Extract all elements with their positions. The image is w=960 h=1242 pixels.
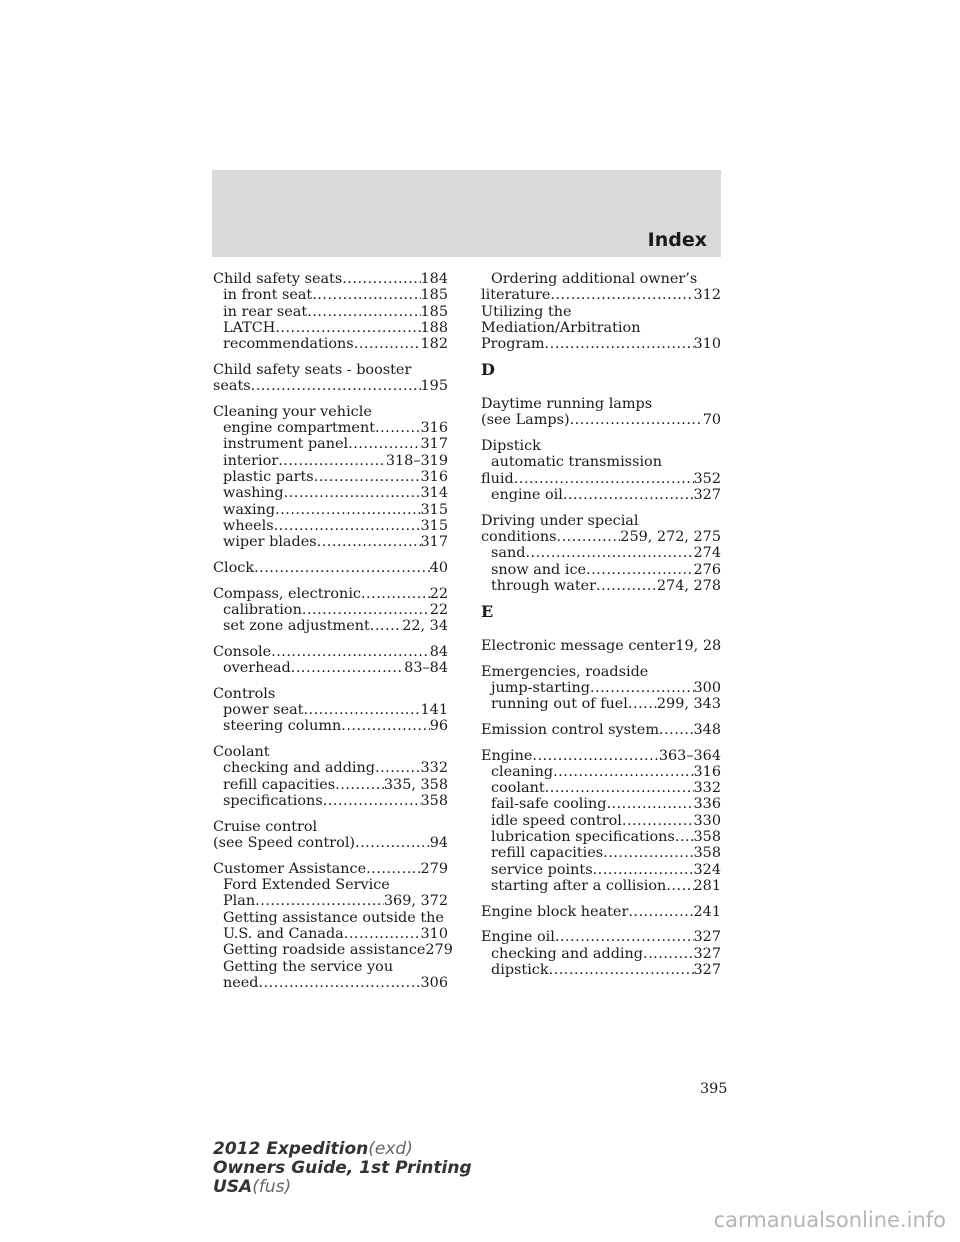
index-subentry-line — [213, 975, 448, 991]
index-page-ref: 241 — [693, 903, 721, 920]
footer-model: 2012 Expedition — [213, 1139, 369, 1159]
index-page-ref: 185 — [420, 287, 448, 304]
index-term: Electronic message center — [481, 637, 676, 654]
index-entry-line — [213, 560, 448, 576]
index-page-ref: 300 — [693, 679, 721, 696]
index-term: idle speed control — [491, 812, 622, 829]
index-subentry-line — [481, 271, 721, 287]
dot-leader — [643, 946, 694, 962]
index-page-ref: 22, 34 — [402, 618, 448, 635]
dot-leader — [563, 487, 694, 503]
index-subentry-line — [481, 578, 721, 594]
index-column-right — [481, 271, 721, 988]
index-page-ref: 19, 28 — [675, 637, 722, 654]
index-term: specifications — [223, 793, 323, 810]
index-entry-line — [481, 304, 721, 320]
index-entry-line — [213, 861, 448, 877]
index-entry-line — [213, 362, 448, 378]
index-page-ref: 84 — [429, 643, 448, 660]
dot-leader — [275, 502, 420, 518]
index-subentry-line — [481, 487, 721, 503]
index-entry — [481, 638, 721, 654]
index-letter-heading: E — [481, 601, 494, 621]
dot-leader — [553, 764, 693, 780]
index-page-ref: 274 — [693, 545, 721, 562]
document-footer — [213, 1140, 472, 1197]
index-subentry-line — [481, 946, 721, 962]
dot-leader — [603, 845, 693, 861]
index-term: need — [223, 974, 259, 991]
index-term: Customer Assistance — [213, 860, 367, 877]
index-entry — [213, 819, 448, 852]
index-page-ref: 314 — [420, 485, 448, 502]
index-term: Clock — [213, 559, 255, 576]
dot-leader — [628, 696, 657, 712]
index-subentry-line — [213, 702, 448, 718]
index-page-ref: 310 — [693, 336, 721, 353]
dot-leader — [312, 287, 420, 303]
index-entry-line — [213, 378, 448, 394]
index-term: steering column — [223, 718, 342, 735]
index-term: Emission control system — [481, 721, 659, 738]
index-page-ref: 363–364 — [658, 747, 721, 764]
index-subentry-line — [213, 304, 448, 320]
index-term: Dipstick — [481, 438, 541, 455]
index-page-ref: 40 — [429, 559, 448, 576]
index-term: checking and adding — [491, 945, 644, 962]
index-term: sand — [491, 545, 526, 562]
dot-leader — [291, 660, 404, 676]
index-column-left — [213, 271, 453, 1000]
index-term: washing — [223, 485, 284, 502]
index-entry-line — [481, 748, 721, 764]
index-entry — [213, 744, 448, 809]
dot-leader — [355, 835, 430, 851]
index-page-ref: 195 — [420, 378, 448, 395]
index-entry-line — [213, 744, 448, 760]
index-page-ref: 182 — [420, 336, 448, 353]
index-term: Emergencies, roadside — [481, 663, 649, 680]
index-term: Console — [213, 643, 272, 660]
index-term: Cleaning your vehicle — [213, 403, 372, 420]
index-term: Compass, electronic — [213, 585, 361, 602]
footer-market: USA — [213, 1177, 253, 1197]
index-term: fail-safe cooling — [491, 796, 607, 813]
dot-leader — [596, 578, 657, 594]
index-subentry-line — [213, 502, 448, 518]
index-subentry-line — [213, 420, 448, 436]
index-term: literature — [481, 287, 551, 304]
index-page-ref: 312 — [693, 287, 721, 304]
index-page-ref: 316 — [420, 469, 448, 486]
index-term: Plan — [223, 893, 256, 910]
index-term: cleaning — [491, 763, 554, 780]
index-entry — [481, 904, 721, 920]
index-page-ref: 332 — [420, 760, 448, 777]
index-page-ref: 317 — [420, 436, 448, 453]
index-term: lubrication specifications — [491, 829, 675, 846]
index-entry — [481, 929, 721, 978]
dot-leader — [570, 412, 703, 428]
index-entry-line — [481, 664, 721, 680]
index-term: Engine — [481, 747, 533, 764]
index-term: overhead — [223, 660, 291, 677]
index-term: U.S. and Canada — [223, 925, 344, 942]
section-title: Index — [647, 229, 707, 251]
index-page-ref: 348 — [693, 721, 721, 738]
index-entry-line — [481, 722, 721, 738]
index-term: Ordering additional owner’s — [491, 271, 698, 287]
index-term: checking and adding — [223, 760, 376, 777]
index-term: Child safety seats - booster — [213, 361, 412, 378]
dot-leader — [622, 813, 694, 829]
index-entry-line — [481, 638, 721, 654]
index-term: Program — [481, 336, 545, 353]
dot-leader — [514, 471, 694, 487]
dot-leader — [342, 271, 420, 287]
index-letter-heading: D — [481, 359, 495, 379]
index-entry — [213, 560, 448, 576]
index-entry-line — [481, 929, 721, 945]
index-entry-line — [213, 404, 448, 420]
index-page-ref: 259, 272, 275 — [620, 529, 721, 546]
dot-leader — [341, 718, 429, 734]
dot-leader — [317, 534, 421, 550]
index-subentry-line — [213, 942, 453, 959]
index-subentry-line — [213, 436, 448, 452]
page-number: 395 — [700, 1081, 728, 1097]
index-subentry-line — [213, 453, 448, 469]
index-term: automatic transmission — [491, 454, 662, 471]
index-page-ref: 184 — [420, 271, 448, 287]
index-page-ref: 358 — [420, 793, 448, 810]
index-subentry-line — [213, 485, 448, 501]
index-term: conditions — [481, 529, 557, 546]
index-term: power seat — [223, 702, 304, 719]
dot-leader — [675, 829, 694, 845]
dot-leader — [590, 680, 694, 696]
index-entry-line — [481, 438, 721, 454]
index-subentry-line — [481, 813, 721, 829]
index-term: jump-starting — [491, 679, 590, 696]
dot-leader — [254, 560, 430, 576]
index-page-ref: 94 — [429, 835, 448, 852]
index-page-ref: 327 — [693, 961, 721, 978]
index-subentry-line — [481, 454, 721, 470]
index-page-ref: 327 — [693, 929, 721, 946]
dot-leader — [278, 453, 386, 469]
index-term: Cruise control — [213, 818, 318, 835]
dot-leader — [586, 562, 694, 578]
index-entry-line — [481, 513, 721, 529]
index-subentry-line — [481, 545, 721, 561]
index-term: interior — [223, 452, 279, 469]
index-term: (see Speed control) — [213, 835, 356, 852]
index-entry — [481, 396, 721, 429]
index-entry — [213, 686, 448, 735]
dot-leader — [666, 878, 693, 894]
dot-leader — [366, 861, 420, 877]
index-page-ref: 327 — [693, 945, 721, 962]
index-page-ref: 306 — [420, 974, 448, 991]
index-entry — [481, 722, 721, 738]
index-term: through water — [491, 577, 596, 594]
index-page-ref: 369, 372 — [383, 893, 448, 910]
index-term: Mediation/Arbitration — [481, 319, 641, 336]
index-page-ref: 83–84 — [404, 660, 448, 677]
index-subentry-line — [481, 696, 721, 712]
index-page-ref: 324 — [693, 861, 721, 878]
index-term: Driving under special — [481, 512, 639, 529]
dot-leader — [550, 287, 693, 303]
index-subentry-line — [481, 862, 721, 878]
index-page-ref: 315 — [420, 517, 448, 534]
index-subentry-line — [213, 910, 448, 926]
dot-leader — [251, 378, 421, 394]
index-term: instrument panel — [223, 436, 349, 453]
index-term: Child safety seats — [213, 271, 343, 287]
index-term: in front seat — [223, 287, 313, 304]
dot-leader — [532, 748, 658, 764]
index-subentry-line — [213, 336, 448, 352]
index-subentry-line — [213, 877, 448, 893]
index-entry — [213, 271, 448, 352]
dot-leader — [284, 485, 421, 501]
index-term: Getting roadside assistance — [223, 942, 426, 959]
index-page-ref: 335, 358 — [383, 776, 448, 793]
index-subentry-line — [481, 962, 721, 978]
index-term: refill capacities — [491, 845, 604, 862]
index-subentry-line — [213, 893, 448, 909]
index-page-ref: 188 — [420, 319, 448, 336]
index-page-ref: 358 — [693, 845, 721, 862]
index-term: set zone adjustment — [223, 618, 370, 635]
index-term: Controls — [213, 685, 276, 702]
index-subentry-line — [213, 618, 448, 634]
index-subentry-line — [481, 780, 721, 796]
index-page-ref: 299, 343 — [656, 696, 721, 713]
index-page-ref: 185 — [420, 303, 448, 320]
index-subentry-line — [213, 518, 448, 534]
index-entry-line — [213, 819, 448, 835]
footer-edition: Owners Guide, 1st Printing — [213, 1158, 472, 1178]
index-term: starting after a collision — [491, 877, 667, 894]
index-subentry-line — [481, 796, 721, 812]
dot-leader — [593, 862, 694, 878]
index-subentry-line — [213, 718, 448, 734]
index-entry — [481, 438, 721, 503]
dot-leader — [549, 962, 694, 978]
index-page-ref: 327 — [693, 487, 721, 504]
index-entry — [213, 362, 448, 395]
index-page-ref: 317 — [420, 534, 448, 551]
index-term: (see Lamps) — [481, 412, 570, 429]
index-term: Daytime running lamps — [481, 396, 653, 413]
index-subentry-line — [481, 764, 721, 780]
dot-leader — [274, 518, 421, 534]
dot-leader — [555, 929, 694, 945]
index-entry — [481, 271, 721, 352]
dot-leader — [545, 336, 694, 352]
dot-leader — [659, 722, 694, 738]
index-page-ref: 274, 278 — [656, 577, 721, 594]
index-subentry-line — [213, 534, 448, 550]
dot-leader — [259, 975, 421, 991]
dot-leader — [375, 420, 421, 436]
index-term: Coolant — [213, 744, 270, 761]
index-subentry-line — [481, 878, 721, 894]
index-page-ref: 352 — [693, 470, 721, 487]
index-term: plastic parts — [223, 469, 314, 486]
index-entry — [481, 664, 721, 713]
index-subentry-line — [213, 469, 448, 485]
index-term: seats — [213, 378, 251, 395]
index-subentry-line — [481, 845, 721, 861]
dot-leader — [606, 796, 693, 812]
index-term: fluid — [481, 470, 514, 487]
index-term: recommendations — [223, 336, 354, 353]
index-term: LATCH — [223, 319, 276, 336]
index-entry-line — [481, 904, 721, 920]
index-entry-line — [213, 686, 448, 702]
index-subentry-line — [213, 760, 448, 776]
index-term: coolant — [491, 780, 545, 797]
dot-leader — [302, 602, 430, 618]
dot-leader — [361, 586, 430, 602]
index-subentry-line — [481, 680, 721, 696]
index-term: running out of fuel — [491, 696, 628, 713]
index-term: calibration — [223, 601, 302, 618]
index-subentry-line — [213, 287, 448, 303]
index-entry-line — [213, 586, 448, 602]
index-subentry-line — [213, 793, 448, 809]
dot-leader — [335, 777, 384, 793]
index-subentry-line — [213, 320, 448, 336]
index-term: service points — [491, 861, 593, 878]
index-page-ref: 96 — [429, 718, 448, 735]
index-entry-line — [481, 471, 721, 487]
dot-leader — [255, 893, 384, 909]
dot-leader — [348, 436, 420, 452]
index-entry-line — [213, 271, 448, 287]
watermark: carmanualsonline.info — [713, 1208, 946, 1232]
index-entry — [213, 644, 448, 677]
dot-leader — [271, 644, 430, 660]
index-page-ref: 281 — [693, 877, 721, 894]
index-page-ref: 316 — [693, 763, 721, 780]
index-entry-line — [213, 644, 448, 660]
index-term: Utilizing the — [481, 303, 572, 320]
index-term: in rear seat — [223, 303, 308, 320]
index-term: refill capacities — [223, 776, 336, 793]
dot-leader — [370, 618, 402, 634]
index-term: snow and ice — [491, 561, 587, 578]
index-page-ref: 358 — [693, 829, 721, 846]
index-entry-line — [481, 336, 721, 352]
index-subentry-line — [481, 829, 721, 845]
dot-leader — [303, 702, 420, 718]
index-term: Ford Extended Service — [223, 877, 390, 894]
index-entry-line — [481, 287, 721, 303]
index-entry-line — [481, 412, 721, 428]
dot-leader — [354, 336, 421, 352]
index-term: wheels — [223, 517, 274, 534]
dot-leader — [307, 304, 420, 320]
dot-leader — [323, 793, 421, 809]
index-entry — [213, 404, 448, 551]
index-term: Engine block heater — [481, 903, 629, 920]
index-term: wiper blades — [223, 534, 317, 551]
index-page-ref: 310 — [420, 925, 448, 942]
index-subentry-line — [213, 959, 448, 975]
index-subentry-line — [213, 660, 448, 676]
index-page-ref: 70 — [702, 412, 721, 429]
index-page-ref: 141 — [420, 702, 448, 719]
index-term: Getting assistance outside the — [223, 909, 444, 926]
index-page-ref: 332 — [693, 780, 721, 797]
footer-model-code: (exd) — [368, 1139, 413, 1159]
dot-leader — [275, 320, 420, 336]
index-term: Engine oil — [481, 929, 555, 946]
index-page-ref: 22 — [429, 601, 448, 618]
index-page-ref: 279 — [420, 860, 448, 877]
dot-leader — [525, 545, 693, 561]
index-entry — [213, 860, 453, 991]
dot-leader — [545, 780, 694, 796]
index-page-ref: 315 — [420, 501, 448, 518]
index-subentry-line — [213, 926, 448, 942]
index-page-ref: 276 — [693, 561, 721, 578]
footer-market-code: (fus) — [252, 1177, 292, 1197]
dot-leader — [314, 469, 421, 485]
index-page-ref: 279 — [425, 942, 453, 959]
index-entry-line — [481, 396, 721, 412]
dot-leader — [557, 529, 621, 545]
index-entry-line — [213, 835, 448, 851]
index-page-ref: 22 — [429, 585, 448, 602]
section-header-band — [212, 170, 721, 257]
index-page-ref: 316 — [420, 420, 448, 437]
index-term: dipstick — [491, 961, 549, 978]
index-page-ref: 318–319 — [385, 452, 448, 469]
index-page-ref: 336 — [693, 796, 721, 813]
dot-leader — [344, 926, 421, 942]
dot-leader — [375, 760, 421, 776]
index-entry — [213, 586, 448, 635]
dot-leader — [628, 904, 693, 920]
index-term: engine compartment — [223, 420, 375, 437]
index-subentry-line — [213, 602, 448, 618]
index-entry-line — [481, 320, 721, 336]
index-term: Getting the service you — [223, 958, 394, 975]
index-entry — [481, 513, 721, 594]
index-entry — [481, 748, 721, 895]
index-subentry-line — [481, 562, 721, 578]
index-term: engine oil — [491, 487, 563, 504]
index-term: waxing — [223, 501, 276, 518]
index-entry-line — [481, 529, 721, 545]
index-subentry-line — [213, 777, 448, 793]
index-page-ref: 330 — [693, 812, 721, 829]
